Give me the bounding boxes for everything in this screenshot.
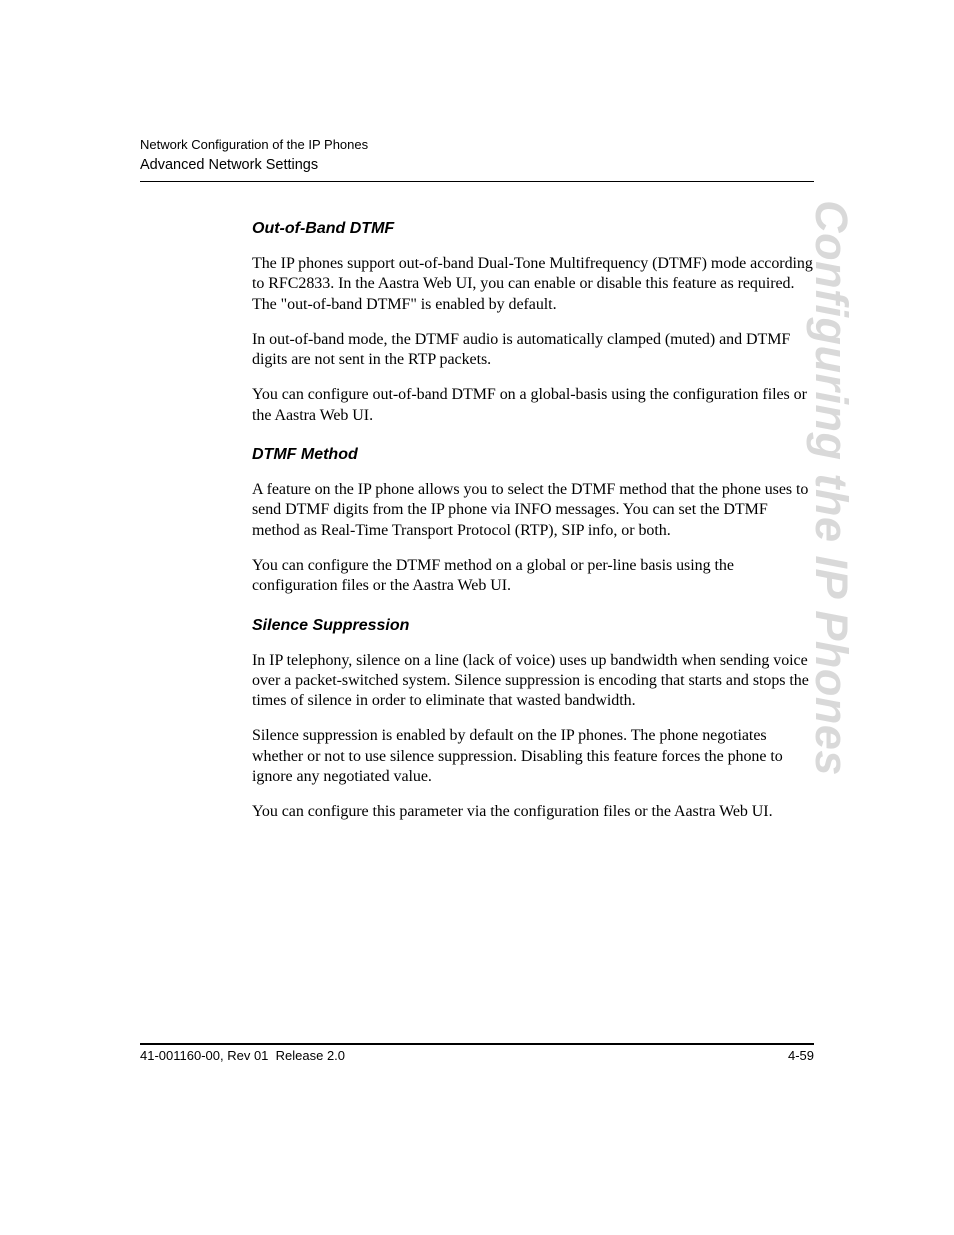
- paragraph: The IP phones support out-of-band Dual-Tone Multifrequency (DTMF) mode according to RFC2833. In the Aastra Web UI, you can enable or disable this feature as required. The "out-of-band DTMF" is enabled by default.: [252, 255, 813, 313]
- section-silence-suppression: [252, 615, 818, 823]
- paragraph: You can configure out-of-band DTMF on a global-basis using the configuration files or the Aastra Web UI.: [252, 386, 807, 424]
- paragraph: In out-of-band mode, the DTMF audio is automatically clamped (muted) and DTMF digits are not sent in the RTP packets.: [252, 330, 791, 369]
- header-divider: [140, 181, 814, 182]
- main-content: [252, 218, 818, 838]
- footer-document-id: 41-001160-00, Rev 01 Release 2.0: [140, 1048, 346, 1063]
- paragraph: In IP telephony, silence on a line (lack of voice) uses up bandwidth when sending voice over a packet-switched system. Silence suppression is encoding that starts and stops the times of silence in order to eliminate that wasted bandwidth.: [252, 651, 809, 710]
- paragraph: You can configure the DTMF method on a global or per-line basis using the configuration files or the Aastra Web UI.: [252, 556, 734, 595]
- section-heading: Out-of-Band DTMF: [252, 220, 395, 237]
- footer-divider: [140, 1043, 814, 1045]
- page-footer: [140, 1047, 814, 1065]
- chapter-side-tab-label: Configuring the IP Phones: [806, 200, 857, 776]
- page-header: [140, 136, 814, 176]
- section-dtmf-method: [252, 444, 818, 596]
- paragraph: A feature on the IP phone allows you to select the DTMF method that the phone uses to send DTMF digits from the IP phone via INFO messages. You can set the DTMF method as Real-Time Transport Protocol (RTP), SIP info, or both.: [252, 481, 809, 539]
- paragraph: You can configure this parameter via the configuration files or the Aastra Web UI.: [252, 803, 773, 821]
- section-heading: Silence Suppression: [252, 616, 410, 634]
- header-chapter-title: Network Configuration of the IP Phones: [140, 137, 369, 152]
- section-heading: DTMF Method: [252, 446, 358, 464]
- paragraph: Silence suppression is enabled by default on the IP phones. The phone negotiates whether or not to use silence suppression. Disabling this feature forces the phone to ignore any negotiated value.: [252, 727, 783, 786]
- section-out-of-band-dtmf: [252, 218, 818, 426]
- header-section-title: Advanced Network Settings: [140, 157, 319, 173]
- footer-page-number: 4-59: [787, 1048, 814, 1063]
